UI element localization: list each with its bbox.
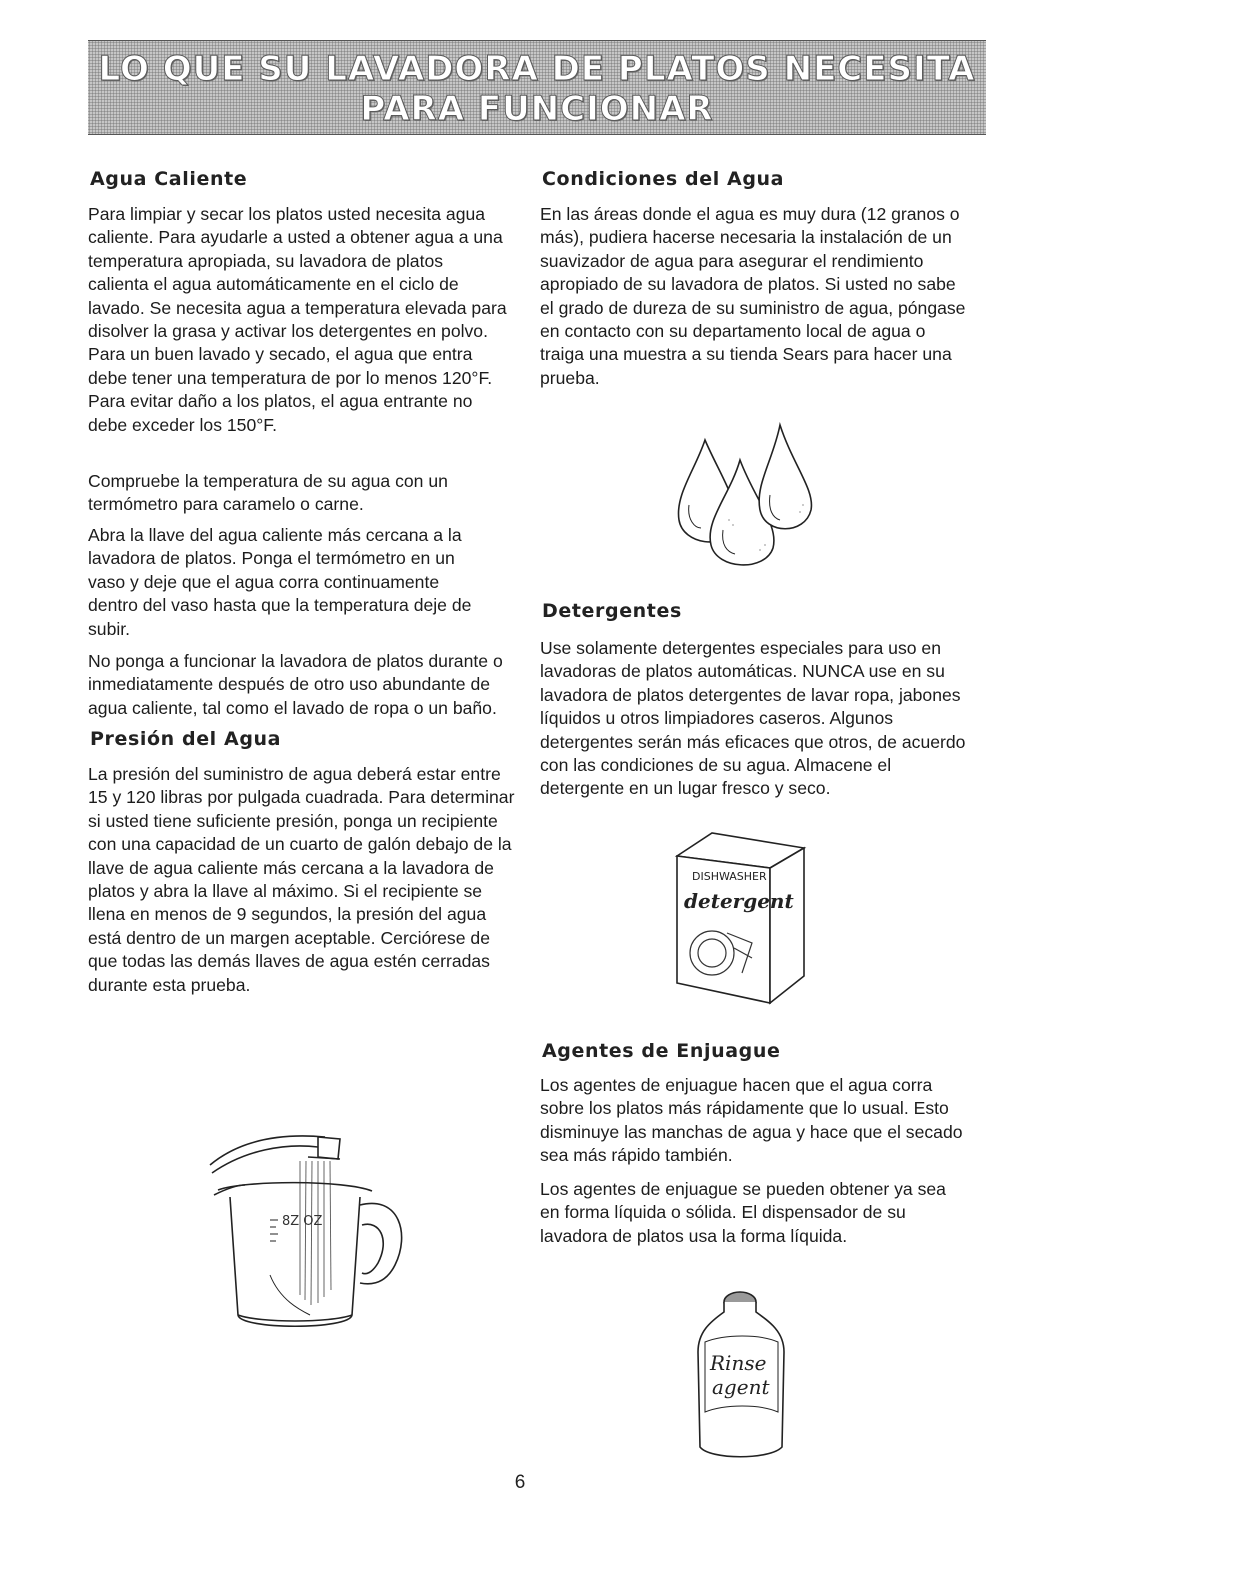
banner-title-line1: LO QUE SU LAVADORA DE PLATOS NECESITA (98, 49, 976, 89)
paragraph-agua-caliente-1: Para limpiar y secar los platos usted necesita agua caliente. Para ayudarle a usted a obtener agua a una temperatura apropiada, su lavadora de platos calienta el agua automáticamente en el ciclo de lavado. Se necesita agua a temperatura elevada para disolver la grasa y activar los detergentes en polvo. Para un buen lavado y secado, el agua que entra debe tener una temperatura de por lo menos 120°F. Para evitar daño a los platos, el agua entrante no debe exceder los 150°F. (88, 204, 507, 435)
paragraph-detergentes: Use solamente detergentes especiales para uso en lavadoras de platos automáticas. NUNCA use en su lavadora de platos detergentes de lavar ropa, jabones líquidos u otros limpiadores caseros. Algunos detergentes serán más eficaces que otros, de acuerdo con las condiciones de su agua. Almacene el detergente en un lugar fresco y seco. (540, 638, 966, 799)
detergent-box-illustration (672, 828, 822, 1008)
heading-agua-caliente: Agua Caliente (90, 168, 248, 190)
faucet-measuring-cup-illustration (200, 1125, 420, 1345)
paragraph-agentes-de-enjuague-1: Los agentes de enjuague hacen que el agua corra sobre los platos más rápidamente que lo usual. Esto disminuye las manchas de agua y hace que el secado sea más rápido también. (540, 1075, 963, 1166)
paragraph-agua-caliente-4: No ponga a funcionar la lavadora de platos durante o inmediatamente después de otro uso abundante de agua caliente, tal como el lavado de ropa o un baño. (88, 651, 503, 718)
page-number: 6 (514, 1472, 526, 1493)
heading-detergentes: Detergentes (542, 600, 682, 622)
paragraph-agentes-de-enjuague-2: Los agentes de enjuague se pueden obtener ya sea en forma líquida o sólida. El dispensador de su lavadora de platos usa la forma líquida. (540, 1179, 946, 1246)
paragraph-presion-del-agua: La presión del suministro de agua deberá estar entre 15 y 120 libras por pulgada cuadrada. Para determinar si usted tiene suficiente presión, ponga un recipiente con una capacidad de un cuarto de galón debajo de la llave de agua caliente más cercana a la lavadora de platos y abra la llave al máximo. Si el recipiente se llena en menos de 9 segundos, la presión del agua está dentro de un margen aceptable. Cerciórese de que todas las demás llaves de agua estén cerradas durante esta prueba. (88, 764, 515, 995)
paragraph-agua-caliente-3: Abra la llave del agua caliente más cercana a la lavadora de platos. Ponga el termómetro en un vaso y deje que el agua corra continuamente dentro del vaso hasta que la temperatura deje de subir. (88, 525, 472, 639)
water-drops-illustration (665, 410, 825, 580)
paragraph-agua-caliente-2: Compruebe la temperatura de su agua con un termómetro para caramelo o carne. (88, 471, 448, 515)
title-banner (88, 40, 986, 135)
heading-agentes-de-enjuague: Agentes de Enjuague (542, 1040, 781, 1062)
bottle-label-agent: agent (712, 1375, 770, 1399)
paragraph-condiciones-del-agua: En las áreas donde el agua es muy dura (12 granos o más), pudiera hacerse necesaria la instalación de un suavizador de agua para asegurar el rendimiento apropiado de su lavadora de platos. Si usted no sabe el grado de dureza de su suministro de agua, póngase en contacto con su departamento local de agua o traiga una muestra a su tienda Sears para hacer una prueba. (540, 204, 966, 388)
rinse-agent-bottle-illustration (690, 1282, 800, 1462)
heading-presion-del-agua: Presión del Agua (90, 728, 282, 750)
bottle-label-rinse: Rinse (710, 1351, 767, 1375)
banner-title-line2: PARA FUNCIONAR (360, 89, 714, 129)
cup-measure-label: 8Z OZ (282, 1214, 323, 1229)
box-label-dishwasher: DISHWASHER (692, 870, 767, 883)
heading-condiciones-del-agua: Condiciones del Agua (542, 168, 785, 190)
box-label-detergent: detergent (684, 889, 794, 913)
